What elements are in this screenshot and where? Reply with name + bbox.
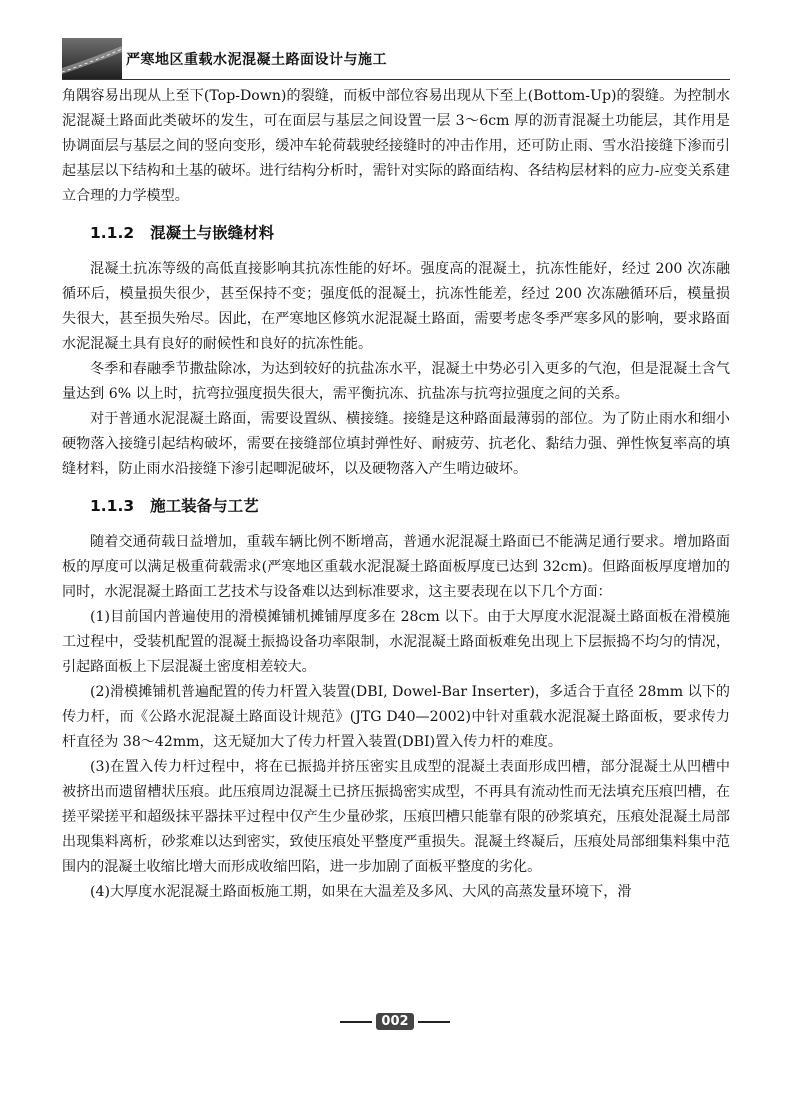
header-road-image bbox=[62, 38, 122, 80]
footer-rule-right bbox=[418, 1021, 450, 1023]
section-number: 1.1.2 bbox=[90, 224, 135, 242]
paragraph: 对于普通水泥混凝土路面，需要设置纵、横接缝。接缝是这种路面最薄弱的部位。为了防止雨水和细小硬物落入接缝引起结构破坏，需要在接缝部位填封弹性好、耐疲劳、抗老化、黏结力强、弹性恢复率高的填缝材料，防止雨水沿接缝下渗引起唧泥破坏，以及硬物落入产生啃边破坏。 bbox=[62, 411, 730, 477]
header-divider bbox=[62, 79, 730, 80]
section-heading-1-1-3 bbox=[90, 494, 730, 518]
list-item: (4)大厚度水泥混凝土路面板施工期，如果在大温差及多风、大风的高蒸发量环境下，滑 bbox=[90, 884, 632, 900]
list-item: (3)在置入传力杆过程中，将在已振捣并挤压密实且成型的混凝土表面形成凹槽，部分混凝土从凹槽中被挤出而遗留槽状压痕。此压痕周边混凝土已挤压振捣密实成型，不再具有流动性而无法填充压痕凹槽，在搓平梁搓平和超级抹平器抹平过程中仅产生少量砂浆，压痕凹槽只能靠有限的砂浆填充，压痕处混凝土局部出现集料离析，砂浆难以达到密实，致使压痕处平整度严重损失。混凝土终凝后，压痕处局部细集料集中范围内的混凝土收缩比增大而形成收缩凹陷，进一步加剧了面板平整度的劣化。 bbox=[62, 759, 730, 875]
list-item: (2)滑模摊铺机普遍配置的传力杆置入装置(DBI, Dowel-Bar Inserter)，多适合于直径 28mm 以下的传力杆，而《公路水泥混凝土路面设计规范》(JTG D40—2002)中针对重载水泥混凝土路面板，要求传力杆直径为 38～42mm，这无疑加大了传力杆置入装置(DBI)置入传力杆的难度。 bbox=[62, 684, 730, 750]
book-title: 严寒地区重载水泥混凝土路面设计与施工 bbox=[126, 52, 387, 68]
section-title: 施工装备与工艺 bbox=[150, 497, 259, 515]
page-number: 002 bbox=[376, 1013, 414, 1030]
section-title: 混凝土与嵌缝材料 bbox=[150, 224, 275, 242]
paragraph: 冬季和春融季节撒盐除冰，为达到较好的抗盐冻水平，混凝土中势必引入更多的气泡，但是混凝土含气量达到 6% 以上时，抗弯拉强度损失很大，需平衡抗冻、抗盐冻与抗弯拉强度之间的关系。 bbox=[62, 361, 730, 402]
paragraph: 混凝土抗冻等级的高低直接影响其抗冻性能的好坏。强度高的混凝土，抗冻性能好，经过 200 次冻融循环后，模量损失很少，甚至保持不变；强度低的混凝土，抗冻性能差，经过 200 次冻融循环后，模量损失很大，甚至损失殆尽。因此，在严寒地区修筑水泥混凝土路面，需要考虑冬季严寒多风的影响，要求路面水泥混凝土具有良好的耐候性和良好的抗冻性能。 bbox=[62, 261, 730, 352]
section-number: 1.1.3 bbox=[90, 497, 135, 515]
paragraph: 角隅容易出现从上至下(Top-Down)的裂缝，而板中部位容易出现从下至上(Bottom-Up)的裂缝。为控制水泥混凝土路面此类破坏的发生，可在面层与基层之间设置一层 3～6cm 厚的沥青混凝土功能层，其作用是协调面层与基层之间的竖向变形，缓冲车轮荷载驶经接缝时的冲击作用，还可防止雨、雪水沿接缝下渗而引起基层以下结构和土基的破坏。进行结构分析时，需针对实际的路面结构、各结构层材料的应力-应变关系建立合理的力学模型。 bbox=[62, 88, 730, 204]
page-footer bbox=[0, 1012, 790, 1032]
page-body bbox=[62, 84, 730, 905]
footer-rule-left bbox=[340, 1021, 372, 1023]
running-header bbox=[62, 38, 730, 80]
paragraph: 随着交通荷载日益增加，重载车辆比例不断增高，普通水泥混凝土路面已不能满足通行要求。增加路面板的厚度可以满足极重荷载需求(严寒地区重载水泥混凝土路面板厚度已达到 32cm)。但路面板厚度增加的同时，水泥混凝土路面工艺技术与设备难以达到标准要求，这主要表现在以下几个方面： bbox=[62, 534, 730, 600]
list-item: (1)目前国内普遍使用的滑模摊铺机摊铺厚度多在 28cm 以下。由于大厚度水泥混凝土路面板在滑模施工过程中，受装机配置的混凝土振捣设备功率限制，水泥混凝土路面板难免出现上下层振捣不均匀的情况，引起路面板上下层混凝土密度相差较大。 bbox=[62, 609, 730, 675]
section-heading-1-1-2 bbox=[90, 221, 730, 245]
